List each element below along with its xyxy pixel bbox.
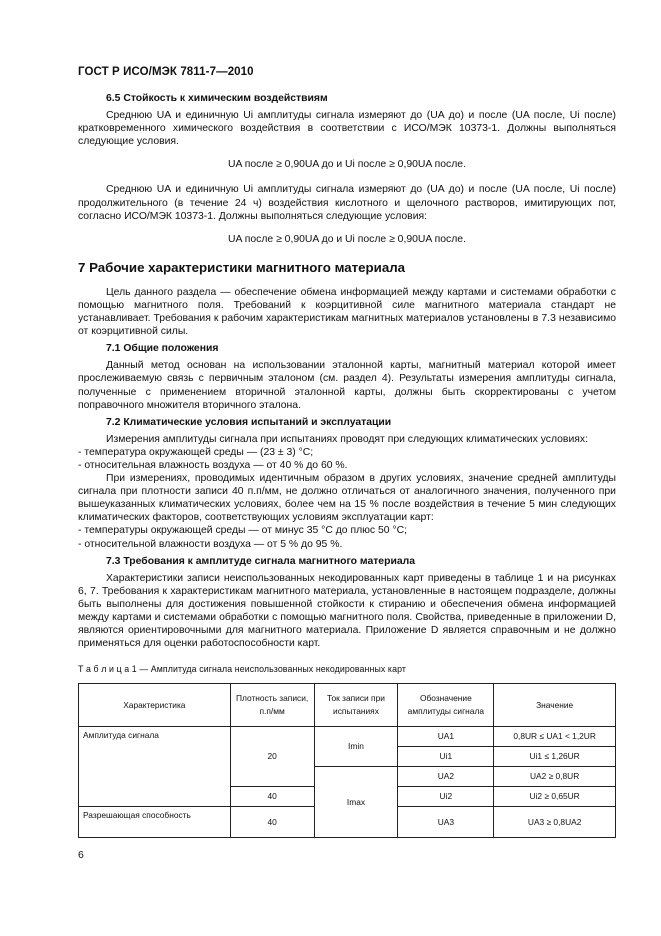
amplitude-table	[78, 683, 616, 838]
table-cell: Амплитуда сигнала	[79, 727, 231, 807]
paragraph: Характеристики записи неиспользованных некодированных карт приведены в таблице 1 и на рисунках 6, 7. Требования к характеристикам магнитного материала, установленные в настоящем подразделе, должны быть выполнены для достижения повышенной стойкости к стиранию и обеспечения обмена информацией между картами и системами обработки с помощью магнитного поля. Свойства, приведенные в приложении D, являются ориентировочными для магнитного материала. Приложение D является справочным и не должно применяться для оценки работоспособности карт.	[78, 572, 616, 650]
section-7-2-heading: 7.2 Климатические условия испытаний и эксплуатации	[106, 416, 392, 428]
section-7-heading: 7 Рабочие характеристики магнитного материала	[78, 259, 406, 275]
table-cell: UA3	[398, 807, 494, 838]
formula: UA после ≥ 0,90UA до и Ui после ≥ 0,90UA после.	[228, 159, 466, 171]
page-number: 6	[78, 849, 84, 861]
list-item: - температура окружающей среды — (23 ± 3) °С;	[78, 446, 314, 458]
table-cell: 40	[230, 787, 314, 807]
list-item: - относительной влажности воздуха — от 5 % до 95 %.	[78, 538, 343, 550]
table-cell: 20	[230, 727, 314, 787]
table-cell: Ui2 ≥ 0,65UR	[494, 787, 616, 807]
table-cell: Ui2	[398, 787, 494, 807]
table-cell: Ui1 ≤ 1,26UR	[494, 747, 616, 767]
column-header: Характеристика	[79, 684, 231, 727]
column-header: Плотность записи, п.п/мм	[230, 684, 314, 727]
table-cell: UA1	[398, 727, 494, 747]
column-header: Обозначение амплитуды сигнала	[398, 684, 494, 727]
main-content	[78, 92, 616, 838]
column-header: Ток записи при испытаниях	[314, 684, 398, 727]
formula: UA после ≥ 0,90UA до и Ui после ≥ 0,90UA после.	[228, 233, 466, 245]
table-cell: 40	[230, 807, 314, 838]
paragraph: Измерения амплитуды сигнала при испытаниях проводят при следующих климатических условиях:	[106, 433, 588, 445]
section-7-1-heading: 7.1 Общие положения	[106, 343, 219, 355]
table-cell: Ui1	[398, 747, 494, 767]
table-cell: UA2	[398, 767, 494, 787]
list-item: - относительная влажность воздуха — от 40 % до 60 %.	[78, 459, 348, 471]
column-header: Значение	[494, 684, 616, 727]
table-cell: UA2 ≥ 0,8UR	[494, 767, 616, 787]
section-7-3-heading: 7.3 Требования к амплитуде сигнала магнитного материала	[106, 555, 415, 567]
table-cell: Imin	[314, 727, 398, 767]
paragraph: Среднюю UA и единичную Ui амплитуды сигнала измеряют до (UA до) и после (UA после, Ui после) кратковременного химического воздействия в соответствии с ИСО/МЭК 10373-1. Должны выполняться следующие условия.	[78, 110, 616, 148]
list-item: - температуры окружающей среды — от минус 35 °С до плюс 50 °С;	[78, 525, 407, 537]
paragraph: При измерениях, проводимых идентичным образом в других условиях, значение средней амплитуды сигнала при плотности записи 40 п.п/мм, не должно отличаться от аналогичного значения, полученного при вышеуказанных климатических условиях, более чем на 15 % после воздействия в течение 5 мин следующих климатических факторов, соответствующих условиям эксплуатации карт:	[78, 473, 616, 524]
page-header: ГОСТ Р ИСО/МЭК 7811-7—2010	[78, 66, 254, 78]
table-cell: Imax	[314, 767, 398, 838]
paragraph: Данный метод основан на использовании эталонной карты, магнитный материал которой имеет прослеживаемую связь с первичным эталоном (см. раздел 4). Результаты измерения амплитуды сигнала, полученные с применением вторичной эталонной карты, должны быть скорректированы с учетом поправочного множителя вторичного эталона.	[78, 360, 616, 411]
paragraph: Среднюю UA и единичную Ui амплитуды сигнала измеряют до (UA до) и после (UA после, Ui после) продолжительного (в течение 24 ч) воздействия кислотного и щелочного растворов, имитирующих пот, согласно ИСО/МЭК 10373-1. Должны выполняться следующие условия:	[78, 184, 616, 222]
table-cell: UA3 ≥ 0,8UA2	[494, 807, 616, 838]
table-cell: 0,8UR ≤ UA1 < 1,2UR	[494, 727, 616, 747]
section-6-5-heading: 6.5 Стойкость к химическим воздействиям	[106, 93, 328, 104]
table-caption: Т а б л и ц а 1 — Амплитуда сигнала неиспользованных некодированных карт	[78, 664, 406, 675]
table-cell: Разрешающая способность	[79, 807, 231, 838]
paragraph: Цель данного раздела — обеспечение обмена информацией между картами и системами обработки с помощью магнитного поля. Требований к коэрцитивной силе магнитного материала стандарт не устанавливает. Требования к рабочим характеристикам магнитных материалов установлены в 7.3 независимо от коэрцитивной силы.	[78, 286, 616, 338]
